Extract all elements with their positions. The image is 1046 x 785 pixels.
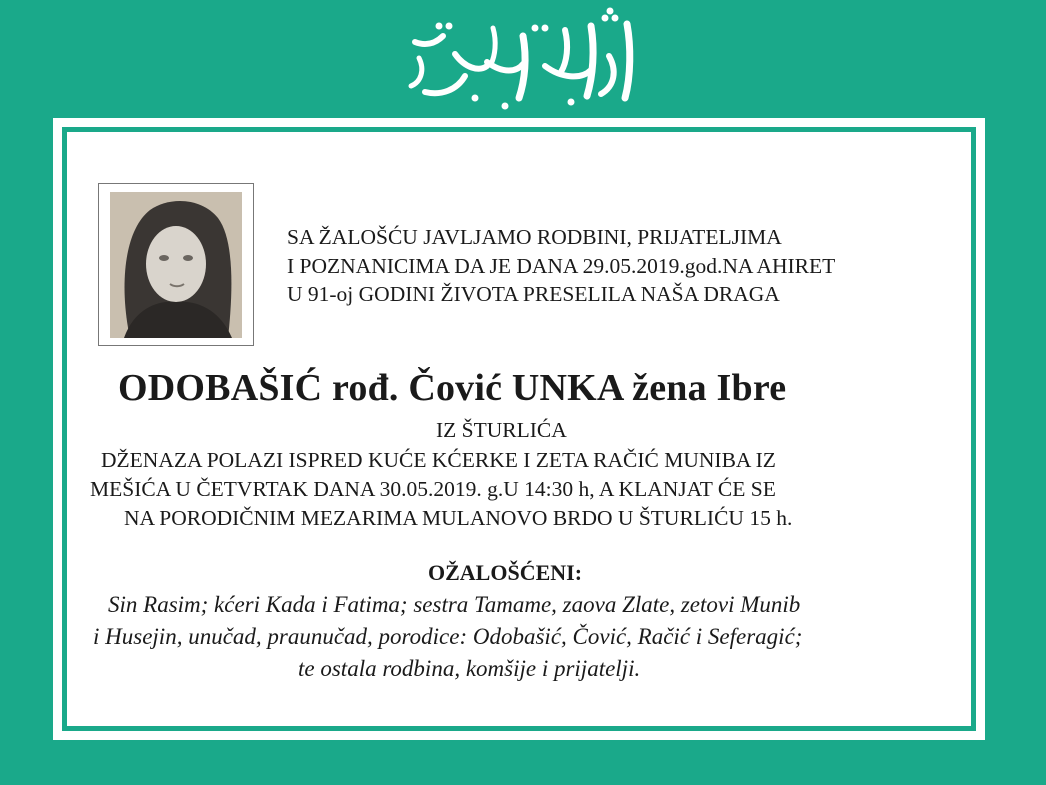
- mourner-line: te ostala rodbina, komšije i prijatelji.: [298, 656, 641, 681]
- funeral-line: DŽENAZA POLAZI ISPRED KUĆE KĆERKE I ZETA RAČIĆ MUNIBA IZ: [101, 448, 776, 472]
- intro-line: U 91-oj GODINI ŽIVOTA PRESELILA NAŠA DRAGA: [287, 282, 780, 306]
- mourner-line: i Husejin, unučad, praunučad, porodice: Odobašić, Čović, Račić i Seferagić;: [93, 624, 803, 649]
- intro-line: SA ŽALOŠĆU JAVLJAMO RODBINI, PRIJATELJIMA: [287, 225, 782, 249]
- mourners-title: OŽALOŠĆENI:: [428, 560, 583, 585]
- portrait-photo: [98, 183, 254, 346]
- arabic-calligraphy-icon: [395, 6, 655, 116]
- portrait-image: [110, 192, 242, 338]
- deceased-name: ODOBAŠIĆ rođ. Čović UNKA žena Ibre: [118, 367, 787, 409]
- funeral-line: MEŠIĆA U ČETVRTAK DANA 30.05.2019. g.U 14:30 h, A KLANJAT ĆE SE: [90, 477, 776, 501]
- origin-line: IZ ŠTURLIĆA: [436, 418, 567, 442]
- funeral-line: NA PORODIČNIM MEZARIMA MULANOVO BRDO U ŠTURLIĆU 15 h.: [124, 506, 793, 530]
- mourner-line: Sin Rasim; kćeri Kada i Fatima; sestra Tamame, zaova Zlate, zetovi Munib: [108, 592, 801, 617]
- intro-line: I POZNANICIMA DA JE DANA 29.05.2019.god.NA AHIRET: [287, 254, 836, 278]
